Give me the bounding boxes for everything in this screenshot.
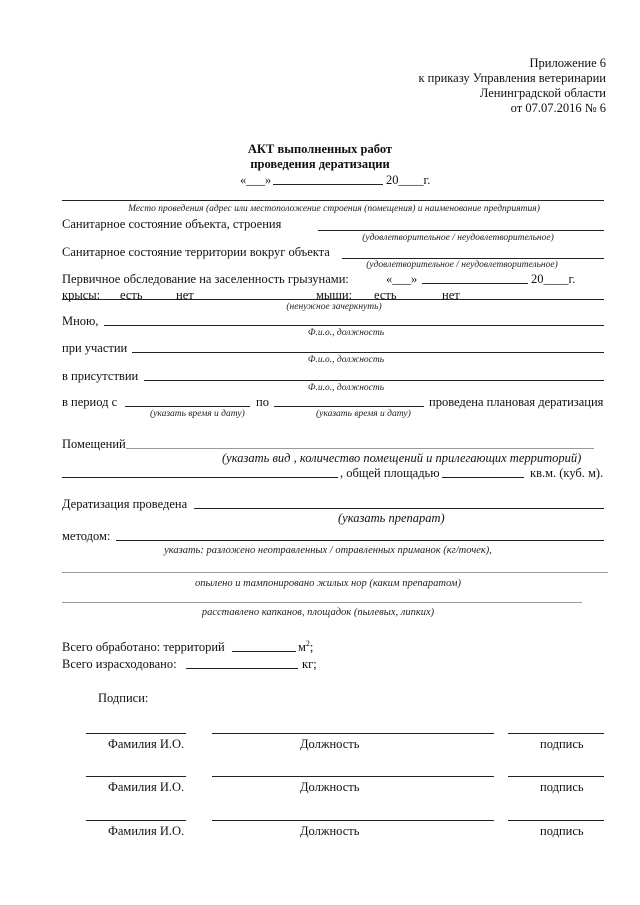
signature-sign: подпись: [540, 780, 584, 794]
signature-name: Фамилия И.О.: [108, 737, 185, 751]
period-from-label: в период с: [62, 395, 118, 409]
method-hint-1: указать: разложено неотравленных / отравленных приманок (кг/точек),: [164, 545, 492, 556]
primary-survey-month-line[interactable]: [422, 283, 528, 284]
signature-sign-line[interactable]: [508, 733, 604, 734]
presence-line[interactable]: [144, 380, 604, 381]
treated-unit-wrap: [298, 640, 313, 654]
title-date-year: 20____г.: [386, 173, 431, 187]
method-line[interactable]: [116, 540, 604, 541]
act-subtitle: проведения дератизации: [250, 157, 390, 171]
signature-sign-line[interactable]: [508, 776, 604, 777]
mice-no[interactable]: нет: [442, 288, 460, 302]
appendix-line-3: Ленинградской области: [479, 86, 606, 100]
rats-yes[interactable]: есть: [120, 288, 143, 302]
rats-label: крысы:: [62, 288, 101, 302]
primary-survey-day: «___»: [386, 272, 418, 286]
premises-area-label: , общей площадью: [340, 466, 440, 480]
by-me-label: Мною,: [62, 314, 99, 328]
signature-name: Фамилия И.О.: [108, 780, 185, 794]
signature-position: Должность: [300, 737, 360, 751]
title-date-day: «___»: [240, 173, 272, 187]
premises-area-unit: кв.м. (куб. м).: [530, 466, 604, 480]
act-title: АКТ выполненных работ: [247, 142, 393, 156]
deratization-label: Дератизация проведена: [62, 497, 188, 511]
treated-unit-end: ;: [309, 640, 314, 654]
title-date-month-line[interactable]: [273, 184, 383, 185]
premises-label: Помещений: [62, 437, 126, 451]
premises-area-line[interactable]: [442, 477, 524, 478]
signature-sign-line[interactable]: [508, 820, 604, 821]
method-line-3[interactable]: [62, 602, 582, 603]
deratization-line[interactable]: [194, 508, 604, 509]
premises-line-2[interactable]: [62, 477, 338, 478]
sanitary-object-label: Санитарное состояние объекта, строения: [62, 217, 282, 231]
primary-survey-label: Первичное обследование на заселенность грызунами:: [62, 272, 349, 286]
place-hint: Место проведения (адрес или местоположение строения (помещения) и наименование предприятия): [128, 204, 540, 214]
primary-survey-year: 20____г.: [531, 272, 576, 286]
premises-hint: (указать вид , количество помещений и прилегающих территорий): [222, 451, 582, 465]
signature-sign: подпись: [540, 737, 584, 751]
signature-position-line[interactable]: [212, 733, 494, 734]
sanitary-object-line[interactable]: [318, 230, 604, 231]
spent-unit: кг;: [302, 657, 317, 671]
rodents-line: [62, 299, 604, 300]
treated-unit-sup: 2: [305, 638, 310, 648]
signature-sign: подпись: [540, 824, 584, 838]
spent-label: Всего израсходовано:: [62, 657, 177, 671]
sanitary-object-hint: (удовлетворительное / неудовлетворительное): [362, 233, 554, 243]
presence-hint: Ф.и.о., должность: [307, 383, 385, 393]
period-from-hint: (указать время и дату): [150, 409, 245, 419]
method-line-2[interactable]: [62, 572, 608, 573]
appendix-line-1: Приложение 6: [529, 56, 606, 70]
participation-line[interactable]: [132, 352, 604, 353]
period-done-label: проведена плановая дератизация: [429, 395, 604, 409]
signature-name-line[interactable]: [86, 733, 186, 734]
treated-unit: м: [298, 640, 306, 654]
signature-name: Фамилия И.О.: [108, 824, 185, 838]
rodents-hint: (ненужное зачеркнуть): [286, 302, 382, 312]
period-to-label: по: [256, 395, 269, 409]
deratization-hint: (указать препарат): [338, 511, 445, 525]
period-from-line[interactable]: [125, 406, 250, 407]
appendix-line-4: от 07.07.2016 № 6: [510, 101, 606, 115]
presence-label: в присутствии: [62, 369, 139, 383]
participation-hint: Ф.и.о., должность: [307, 355, 385, 365]
premises-line[interactable]: [126, 448, 594, 449]
sanitary-territory-line[interactable]: [342, 258, 604, 259]
sanitary-territory-hint: (удовлетворительное / неудовлетворительное): [366, 260, 558, 270]
signatures-title: Подписи:: [98, 691, 149, 705]
by-me-hint: Ф.и.о., должность: [307, 328, 385, 338]
signature-name-line[interactable]: [86, 820, 186, 821]
mice-label: мыши:: [316, 288, 353, 302]
by-me-line[interactable]: [104, 325, 604, 326]
participation-label: при участии: [62, 341, 128, 355]
method-label: методом:: [62, 529, 111, 543]
rats-no[interactable]: нет: [176, 288, 194, 302]
method-hint-3: расставлено капканов, площадок (пылевых, липких): [201, 607, 435, 618]
spent-line[interactable]: [186, 668, 298, 669]
signature-position: Должность: [300, 824, 360, 838]
sanitary-territory-label: Санитарное состояние территории вокруг объекта: [62, 245, 330, 259]
mice-yes[interactable]: есть: [374, 288, 397, 302]
place-line[interactable]: [62, 200, 604, 201]
signature-position-line[interactable]: [212, 776, 494, 777]
signature-position-line[interactable]: [212, 820, 494, 821]
period-to-line[interactable]: [274, 406, 424, 407]
appendix-line-2: к приказу Управления ветеринарии: [418, 71, 606, 85]
period-to-hint: (указать время и дату): [316, 409, 411, 419]
signature-position: Должность: [300, 780, 360, 794]
signature-name-line[interactable]: [86, 776, 186, 777]
treated-line[interactable]: [232, 651, 296, 652]
method-hint-2: опылено и тампонировано жилых нор (каким препаратом): [194, 578, 462, 589]
treated-label: Всего обработано: территорий: [62, 640, 225, 654]
